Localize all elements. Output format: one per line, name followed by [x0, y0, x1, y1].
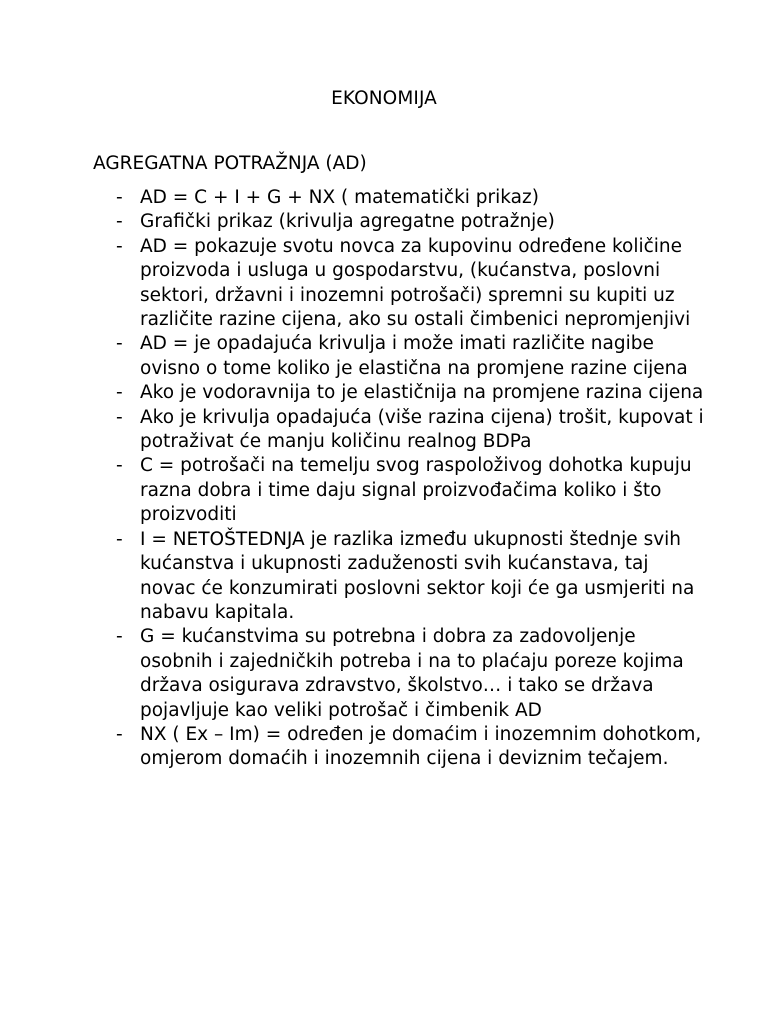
list-item-text: AD = C + I + G + NX ( matematički prikaz): [140, 187, 539, 208]
bullet-marker: -: [116, 211, 123, 233]
list-item: [0, 625, 768, 723]
bullet-marker: -: [116, 406, 123, 428]
document-title: EKONOMIJA: [331, 88, 437, 109]
section-heading: AGREGATNA POTRAŽNJA (AD): [93, 153, 367, 174]
list-item: [0, 332, 768, 381]
list-item-text: Grafički prikaz (krivulja agregatne potražnje): [140, 211, 555, 233]
bullet-marker: -: [116, 723, 123, 745]
bullet-marker: -: [116, 626, 123, 648]
list-item: [0, 381, 768, 405]
list-item-text: AD = pokazuje svotu novca za kupovinu određene količine proizvoda i usluga u gospodarstvu, (kućanstva, poslovni sektori, državni i inozemni potrošači) spremni su kupiti uz različite razine cijena, ako su ostali čimbenici nepromjenjivi: [140, 235, 691, 331]
list-item: [0, 454, 768, 527]
bullet-list: [0, 186, 768, 772]
list-item: [0, 406, 768, 455]
list-item: [0, 528, 768, 626]
list-item-text: NX ( Ex – Im) = određen je domaćim i inozemnim dohotkom, omjerom domaćih i inozemnih cijena i deviznim tečajem.: [140, 723, 702, 770]
list-item-text: Ako je krivulja opadajuća (više razina cijena) trošit, kupovat i potraživat će manju količinu realnog BDPa: [140, 406, 704, 453]
list-item-text: I = NETOŠTEDNJA je razlika između ukupnosti štednje svih kućanstva i ukupnosti zaduženosti svih kućanstava, taj novac će konzumirati poslovni sektor koji će ga usmjeriti na nabavu kapitala.: [140, 528, 695, 623]
bullet-marker: -: [116, 455, 123, 477]
bullet-marker: -: [116, 235, 123, 257]
list-item: [0, 723, 768, 772]
bullet-marker: -: [116, 333, 123, 355]
list-item: [0, 186, 768, 210]
list-item-text: Ako je vodoravnija to je elastičnija na promjene razina cijena: [140, 382, 704, 404]
list-item: [0, 235, 768, 333]
bullet-marker: -: [116, 382, 123, 404]
bullet-marker: -: [116, 187, 123, 208]
list-item: [0, 210, 768, 234]
list-item-text: C = potrošači na temelju svog raspoloživog dohotka kupuju razna dobra i time daju signal proizvođačima koliko i što proizvoditi: [140, 455, 692, 526]
list-item-text: G = kućanstvima su potrebna i dobra za zadovoljenje osobnih i zajedničkih potreba i na to plaćaju poreze kojima država osigurava zdravstvo, školstvo… i tako se država pojavljuje kao veliki potrošač i čimbenik AD: [140, 626, 684, 721]
list-item-text: AD = je opadajuća krivulja i može imati različite nagibe ovisno o tome koliko je elastična na promjene razine cijena: [140, 333, 688, 379]
bullet-marker: -: [116, 528, 123, 550]
